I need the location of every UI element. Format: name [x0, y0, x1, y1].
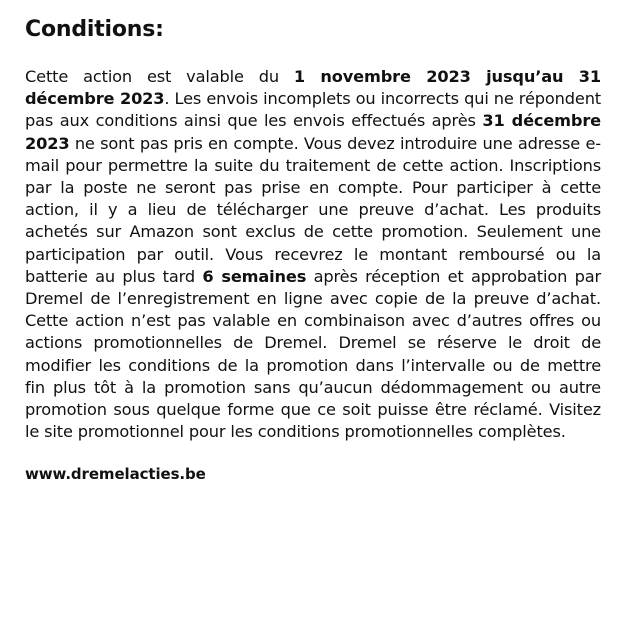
conditions-text-part-2: . Les envois incomplets ou incorrects qui ne répondent pas aux conditions ainsi que les envois effectués après [25, 89, 601, 131]
conditions-paragraph [25, 66, 601, 443]
refund-period: 6 semaines [202, 266, 307, 286]
promo-website-link[interactable]: www.dremelacties.be [25, 465, 206, 484]
deadline-date: 31 décembre 2023 [25, 111, 601, 153]
conditions-heading: Conditions: [25, 17, 164, 42]
action-period-dates: 1 novembre 2023 jusqu’au 31 décembre 2023 [25, 67, 601, 109]
conditions-text-part-3: ne sont pas pris en compte. Vous devez introduire une adresse e-mail pour permettre la suite du traitement de cette action. Inscriptions par la poste ne seront pas prise en compte. Pour participer à cette action, il y a lieu de télécharger une preuve d’achat. Les produits achetés sur Amazon sont exclus de cette promotion. Seulement une participation par outil. Vous recevrez le montant remboursé ou la batterie au plus tard [25, 133, 601, 286]
conditions-text-part-4: après réception et approbation par Dremel de l’enregistrement en ligne avec copie de la preuve d’achat. Cette action n’est pas valable en combinaison avec d’autres offres ou actions promotionnelles de Dremel. Dremel se réserve le droit de modifier les conditions de la promotion dans l’intervalle ou de mettre fin plus tôt à la promotion sans qu’aucun dédommagement ou autre promotion sous quelque forme que ce soit puisse être réclamé. Visitez le site promotionnel pour les conditions promotionnelles complètes. [25, 266, 601, 442]
conditions-text-part-1: Cette action est valable du [25, 67, 294, 86]
